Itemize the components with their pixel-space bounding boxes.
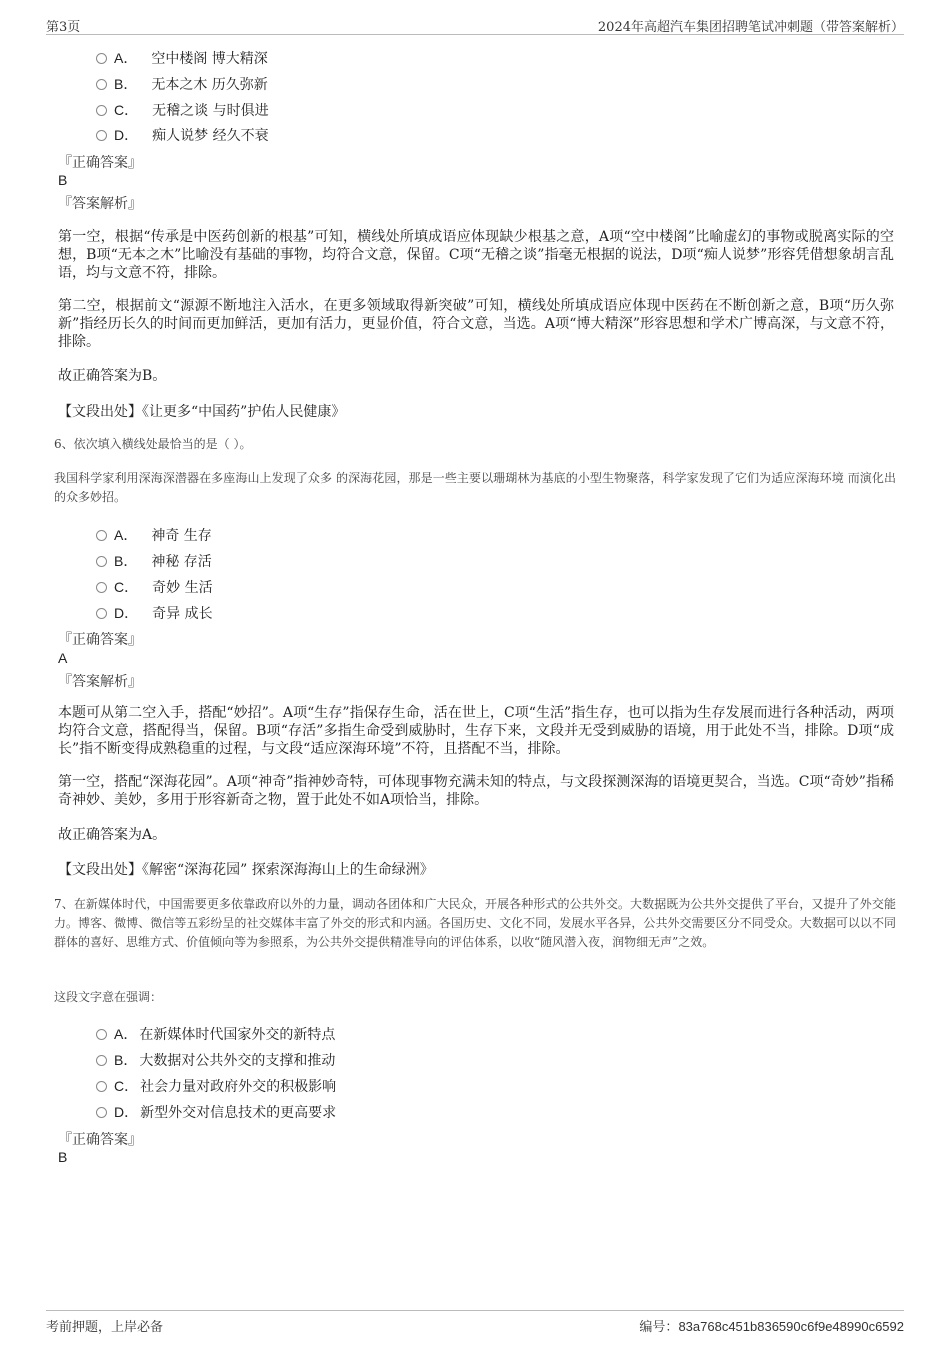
radio-icon[interactable] (96, 105, 107, 116)
q6-option-a[interactable]: A． 神奇 生存 (96, 525, 212, 545)
radio-icon[interactable] (96, 53, 107, 64)
q5-analysis-label: 『答案解析』 (58, 196, 142, 212)
q6-analysis-3: 故正确答案为A。 (58, 827, 167, 843)
q5-option-a[interactable]: A． 空中楼阁 博大精深 (96, 48, 268, 68)
q5-source: 【文段出处】《让更多“中国药”护佑人民健康》 (58, 404, 346, 420)
q5-analysis-3: 故正确答案为B。 (58, 368, 167, 384)
radio-icon[interactable] (96, 608, 107, 619)
q5-analysis-2: 第二空，根据前文“源源不断地注入活水，在更多领域取得新突破”可知，横线处所填成语应体现中医药在不断创新之意，B项“历久弥新”指经历长久的时间而更加鲜活，更加有活力，更显价值，符合文意，当选。A项“博大精深”形容思想和学术广博高深，与文意不符，排除。 (58, 298, 894, 350)
q6-option-d[interactable]: D． 奇异 成长 (96, 603, 213, 623)
footer-slogan: 考前押题，上岸必备 (46, 1320, 164, 1335)
document-id-label: 编号： (639, 1320, 679, 1335)
page-number: 第3页 (46, 20, 81, 35)
q7-stem: 7、在新媒体时代，中国需要更多依靠政府以外的力量，调动各团体和广大民众，开展各种形式的公共外交。大数据既为公共外交提供了平台，又提升了外交能力。博客、微博、微信等五彩纷呈的社交媒体丰富了外交的形式和内涵。各国历史、文化不同，发展水平各异，公共外交需要区分不同受众。大数据可以以不同群体的喜好、思维方式、价值倾向等为参照系，为公共外交提供精准导向的评估体系，以收“随风潜入夜，润物细无声”之效。 (54, 897, 896, 949)
q6-analysis-1: 本题可从第二空入手，搭配“妙招”。A项“生存”指保存生命，活在世上，C项“生活”指生存，也可以指为生存发展而进行各种活动，两项均符合文意，搭配得当，保留。B项“存活”多指生命受到威胁时，生存下来，文段并无受到威胁的语境，用于此处不当，排除。D项“成长”指不断变得成熟稳重的过程，与文段“适应深海环境”不符，且搭配不当，排除。 (58, 705, 894, 757)
page-footer (46, 1310, 904, 1337)
document-title: 2024年高超汽车集团招聘笔试冲刺题（带答案解析） (597, 20, 904, 35)
radio-icon[interactable] (96, 582, 107, 593)
q5-option-b[interactable]: B． 无本之木 历久弥新 (96, 74, 268, 94)
q5-answer: B (58, 172, 68, 188)
q6-analysis-label: 『答案解析』 (58, 674, 142, 690)
q6-source: 【文段出处】《解密“深海花园” 探索深海海山上的生命绿洲》 (58, 862, 434, 878)
radio-icon[interactable] (96, 530, 107, 541)
radio-icon[interactable] (96, 130, 107, 141)
q6-option-c[interactable]: C． 奇妙 生活 (96, 577, 213, 597)
q5-option-c[interactable]: C． 无稽之谈 与时俱进 (96, 100, 269, 120)
q7-option-a[interactable]: A． 在新媒体时代国家外交的新特点 (96, 1024, 335, 1044)
radio-icon[interactable] (96, 1107, 107, 1118)
q7-option-d[interactable]: D． 新型外交对信息技术的更高要求 (96, 1102, 336, 1122)
q7-answer: B (58, 1149, 68, 1165)
radio-icon[interactable] (96, 556, 107, 567)
page-header (46, 14, 904, 35)
q5-option-d[interactable]: D． 痴人说梦 经久不衰 (96, 125, 269, 145)
q6-answer: A (58, 650, 68, 666)
document-id-code: 83a768c451b836590c6f9e48990c6592 (678, 1319, 904, 1334)
q6-option-b[interactable]: B． 神秘 存活 (96, 551, 212, 571)
q7-option-c[interactable]: C． 社会力量对政府外交的积极影响 (96, 1076, 336, 1096)
q6-answer-label: 『正确答案』 (58, 632, 142, 648)
q7-answer-label: 『正确答案』 (58, 1132, 142, 1148)
document-id (639, 1316, 904, 1335)
radio-icon[interactable] (96, 1055, 107, 1066)
radio-icon[interactable] (96, 1081, 107, 1092)
q5-analysis-1: 第一空，根据“传承是中医药创新的根基”可知，横线处所填成语应体现缺少根基之意，A项“空中楼阁”比喻虚幻的事物或脱离实际的空想，B项“无本之木”比喻没有基础的事物，均符合文意，保留。C项“无稽之谈”指毫无根据的说法，D项“痴人说梦”形容凭借想象胡言乱语，均与文意不符，排除。 (58, 229, 894, 281)
radio-icon[interactable] (96, 79, 107, 90)
radio-icon[interactable] (96, 1029, 107, 1040)
q6-passage: 我国科学家利用深海深潜器在多座海山上发现了众多 的深海花园，那是一些主要以珊瑚林为基底的小型生物聚落，科学家发现了它们为适应深海环境 而演化出的众多妙招。 (54, 471, 896, 504)
q6-analysis-2: 第一空，搭配“深海花园”。A项“神奇”指神妙奇特，可体现事物充满未知的特点，与文段探测深海的语境更契合，当选。C项“奇妙”指稀奇神妙、美妙，多用于形容新奇之物，置于此处不如A项恰当，排除。 (58, 774, 894, 808)
q6-stem: 6、依次填入横线处最恰当的是（ ）。 (54, 437, 252, 451)
q5-answer-label: 『正确答案』 (58, 155, 142, 171)
q7-prompt: 这段文字意在强调： (54, 990, 163, 1004)
q7-option-b[interactable]: B． 大数据对公共外交的支撑和推动 (96, 1050, 335, 1070)
